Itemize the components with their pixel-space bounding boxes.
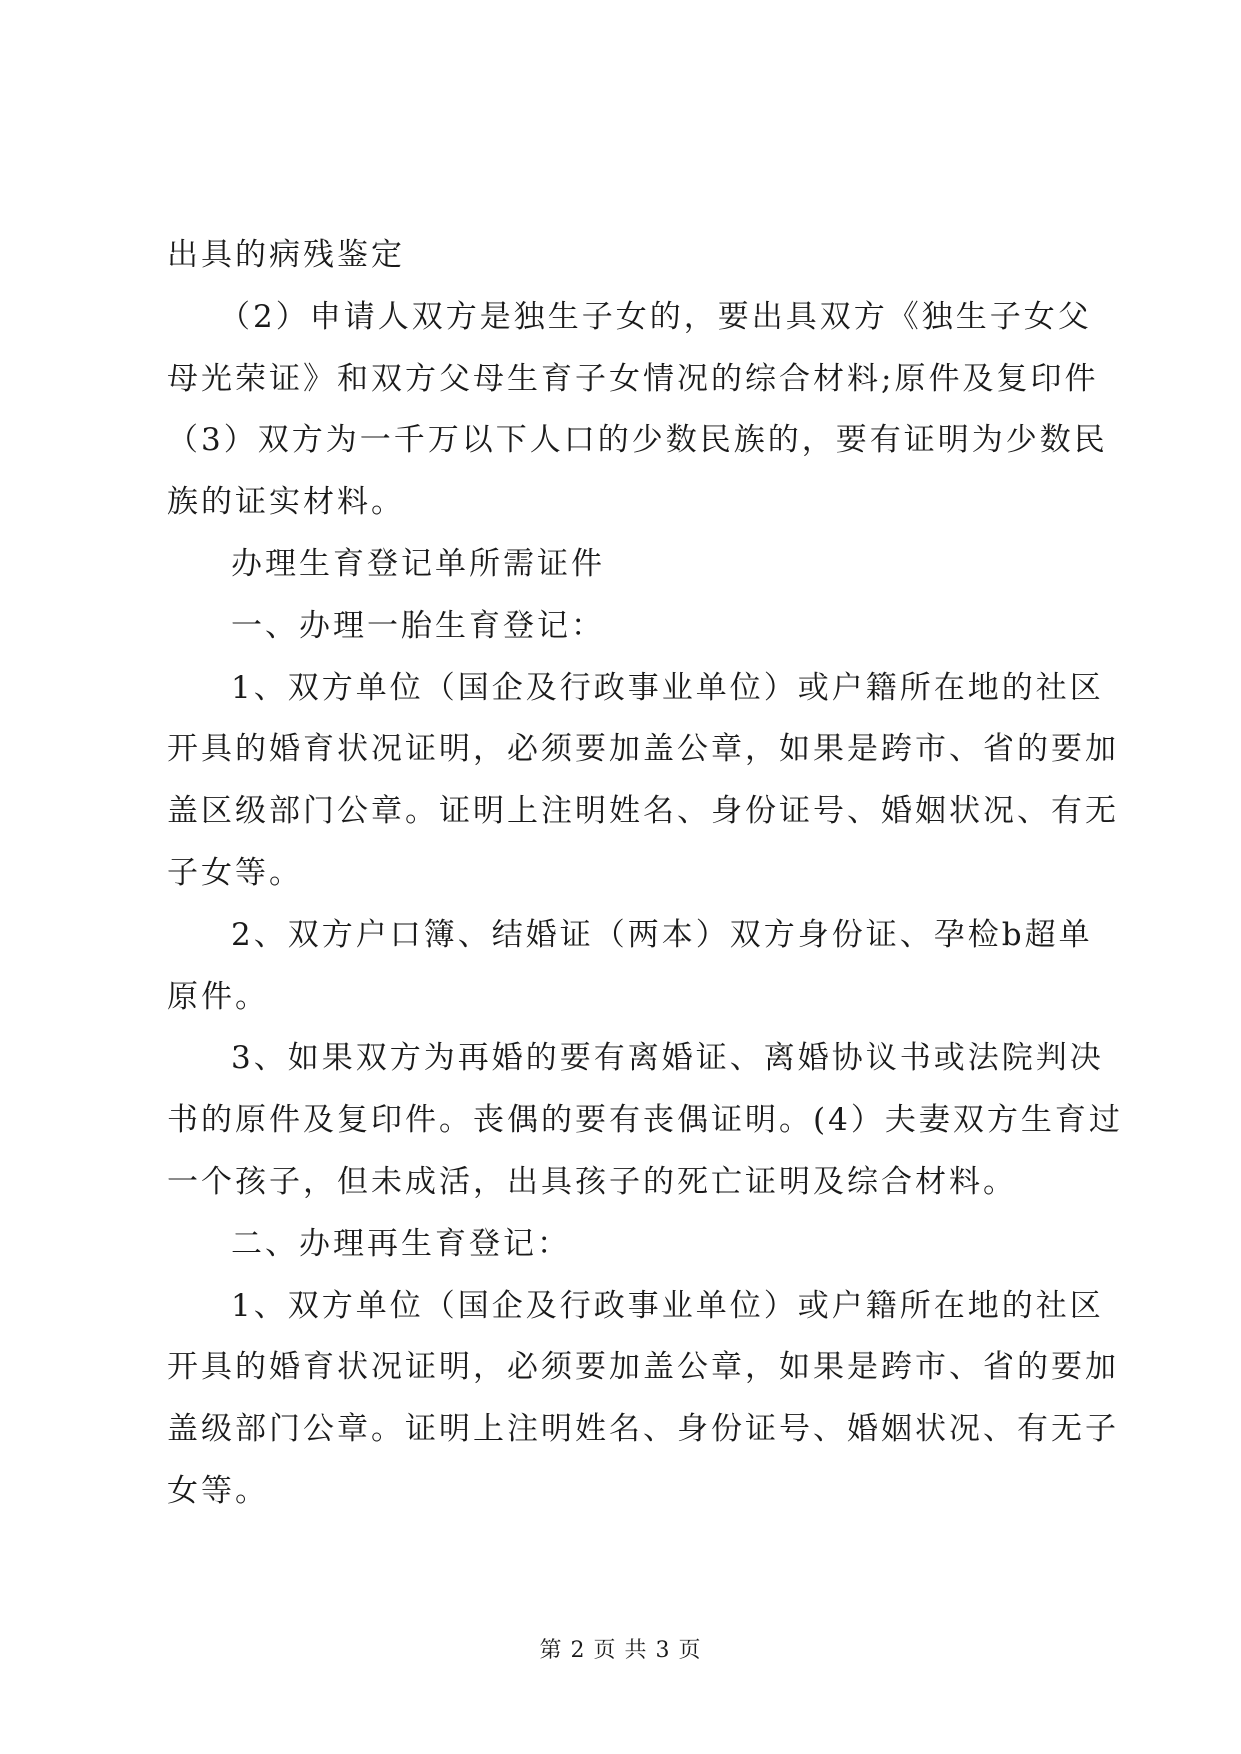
text-line: 3、如果双方为再婚的要有离婚证、离婚协议书或法院判决 [231, 1040, 1104, 1077]
section-heading: 一、办理一胎生育登记： [231, 607, 605, 644]
text-line: 书的原件及复印件。丧偶的要有丧偶证明。(4）夫妻双方生育过 [167, 1102, 1123, 1139]
text-line: （3）双方为一千万以下人口的少数民族的，要有证明为少数民 [167, 422, 1108, 459]
text-line: （2）申请人双方是独生子女的，要出具双方《独生子女父 [219, 298, 1092, 335]
text-line: 原件。 [167, 978, 269, 1015]
text-line: 出具的病残鉴定 [167, 237, 405, 273]
text-line: 族的证实材料。 [167, 484, 405, 521]
text-line: 1、双方单位（国企及行政事业单位）或户籍所在地的社区 [231, 1287, 1104, 1324]
text-line: 开具的婚育状况证明，必须要加盖公章，如果是跨市、省的要加 [167, 1349, 1119, 1386]
text-line: 盖级部门公章。证明上注明姓名、身份证号、婚姻状况、有无子 [167, 1411, 1119, 1448]
text-line: 开具的婚育状况证明，必须要加盖公章，如果是跨市、省的要加 [167, 731, 1119, 768]
text-line: 1、双方单位（国企及行政事业单位）或户籍所在地的社区 [231, 669, 1104, 706]
section-heading: 二、办理再生育登记： [231, 1225, 571, 1262]
text-line: 子女等。 [167, 854, 303, 891]
text-line: 2、双方户口簿、结婚证（两本）双方身份证、孕检b超单 [231, 916, 1093, 953]
document-body [167, 225, 1123, 1523]
section-heading: 办理生育登记单所需证件 [231, 545, 605, 582]
page-footer: 第 2 页 共 3 页 [539, 1638, 702, 1663]
text-line: 女等。 [167, 1472, 269, 1509]
text-line: 盖区级部门公章。证明上注明姓名、身份证号、婚姻状况、有无 [167, 793, 1119, 830]
text-line: 一个孩子，但未成活，出具孩子的死亡证明及综合材料。 [167, 1163, 1017, 1200]
text-line: 母光荣证》和双方父母生育子女情况的综合材料;原件及复印件 [167, 360, 1099, 397]
